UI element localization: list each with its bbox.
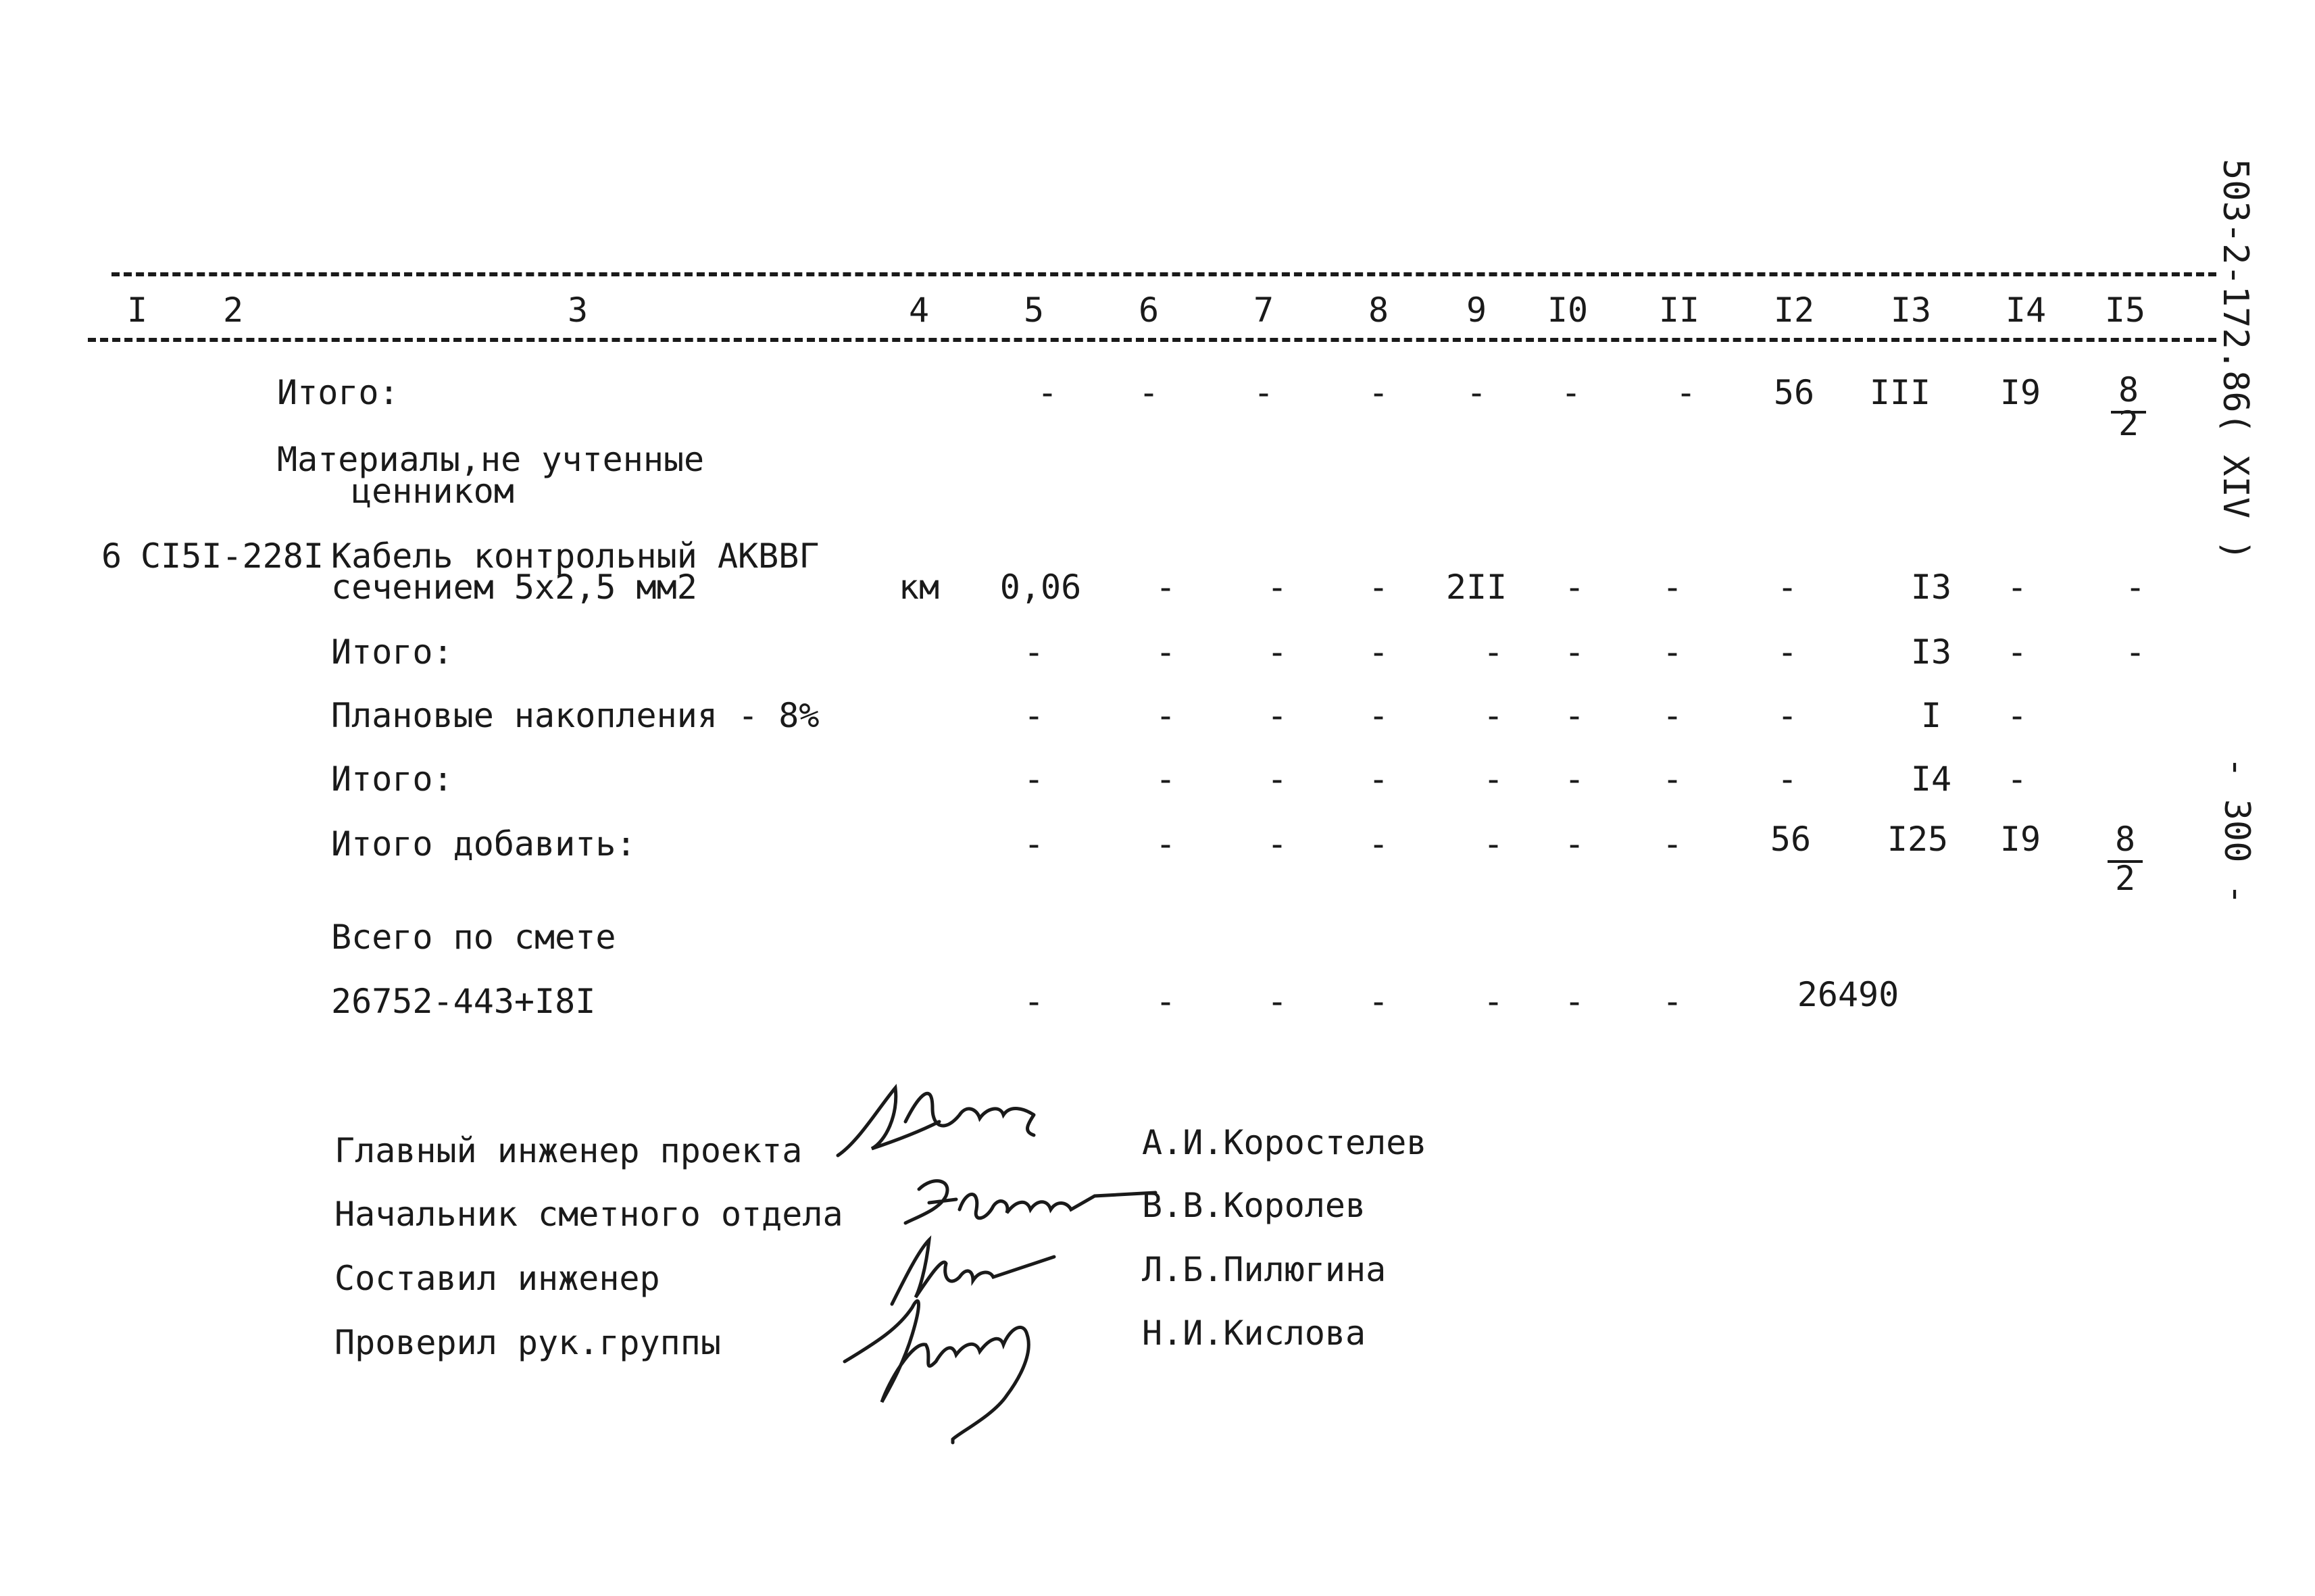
cell-c12: - (1776, 696, 1798, 735)
cell-c14: - (2006, 696, 2028, 735)
col-header-4: 4 (908, 291, 930, 330)
cell-c8: - (1368, 759, 1389, 799)
cell-c13: I25 (1887, 820, 1949, 859)
cell-c15: - (2124, 632, 2146, 672)
handwritten-signature-4 (838, 1280, 1095, 1453)
cell-c10: - (1564, 759, 1585, 799)
cell-c10: - (1564, 982, 1585, 1021)
signature-name: Л.Б.Пилюгина (1142, 1250, 1387, 1289)
page-number: - 300 - (2216, 757, 2257, 905)
row-label: Итого добавить: (331, 824, 637, 864)
cell-c12: - (1776, 568, 1798, 607)
document-code: 503-2-172.86( XIV ) (2215, 159, 2256, 561)
cell-c10: - (1564, 824, 1585, 864)
col-header-2: 2 (222, 291, 244, 330)
cell-c15-fraction (2098, 821, 2152, 897)
signature-name: Н.И.Кислова (1142, 1314, 1366, 1353)
cell-c6: - (1138, 373, 1160, 412)
item-code: СI5I-228I (141, 537, 324, 576)
cell-c8: - (1368, 982, 1389, 1021)
cell-c5: - (1023, 759, 1045, 799)
cell-c7: - (1266, 824, 1288, 864)
col-header-14: I4 (2005, 291, 2047, 330)
cell-c9: - (1483, 982, 1504, 1021)
col-header-1: I (126, 291, 148, 330)
cell-c11: - (1662, 982, 1683, 1021)
cell-c14: - (2006, 759, 2028, 799)
fraction-numerator: 8 (2118, 370, 2139, 409)
cell-c9: 2II (1445, 568, 1508, 607)
cell-c9: - (1483, 632, 1504, 672)
cell-c7: - (1266, 568, 1288, 607)
item-name-line2: сечением 5х2,5 мм2 (331, 568, 697, 607)
cell-c10: - (1560, 373, 1582, 412)
col-header-9: 9 (1466, 291, 1487, 330)
cell-c5: - (1023, 632, 1045, 672)
handwritten-signature-1 (831, 1068, 1101, 1169)
cell-c12: 56 (1773, 373, 1815, 412)
cell-c14: I9 (1999, 820, 2041, 859)
col-header-3: 3 (567, 291, 589, 330)
cell-c10: - (1564, 696, 1585, 735)
cell-c7: - (1266, 759, 1288, 799)
cell-c11: - (1662, 696, 1683, 735)
signature-title: Проверил рук.группы (334, 1323, 721, 1362)
materials-heading-line2: ценником (351, 472, 514, 511)
cell-c5: - (1037, 373, 1058, 412)
cell-c13: I (1920, 696, 1942, 735)
col-header-10: I0 (1547, 291, 1589, 330)
cell-c10: - (1564, 632, 1585, 672)
cell-c6: - (1155, 759, 1176, 799)
col-header-15: I5 (2104, 291, 2146, 330)
cell-c12: 26490 (1797, 975, 1899, 1014)
cell-c9: - (1483, 824, 1504, 864)
item-qty: 0,06 (999, 568, 1082, 607)
cell-c6: - (1155, 982, 1176, 1021)
cell-c14: I9 (1999, 373, 2041, 412)
cell-c5: - (1023, 824, 1045, 864)
cell-c11: - (1662, 759, 1683, 799)
col-header-13: I3 (1890, 291, 1932, 330)
col-header-12: I2 (1773, 291, 1815, 330)
item-number: 6 (101, 537, 122, 576)
cell-c12: - (1776, 632, 1798, 672)
cell-c5: - (1023, 696, 1045, 735)
row-label: Итого: (277, 373, 399, 412)
cell-c12: 56 (1770, 820, 1812, 859)
header-bottom-rule (88, 338, 2216, 342)
estimate-total-formula: 26752-443+I8I (331, 982, 596, 1021)
fraction-numerator: 8 (2114, 820, 2136, 859)
header-top-rule (111, 272, 2216, 276)
cell-c9: - (1466, 373, 1487, 412)
row-label: Итого: (331, 759, 453, 799)
col-header-11: II (1658, 291, 1700, 330)
cell-c8: - (1368, 568, 1389, 607)
cell-c9: - (1483, 696, 1504, 735)
cell-c6: - (1155, 632, 1176, 672)
cell-c14: - (2006, 568, 2028, 607)
col-header-7: 7 (1253, 291, 1274, 330)
cell-c7: - (1266, 696, 1288, 735)
fraction-denominator: 2 (2118, 404, 2139, 443)
cell-c13: I4 (1910, 759, 1952, 799)
fraction-denominator: 2 (2114, 859, 2136, 898)
cell-c12: - (1776, 759, 1798, 799)
cell-c11: - (1675, 373, 1697, 412)
col-header-6: 6 (1138, 291, 1160, 330)
row-label: Итого: (331, 632, 453, 672)
signature-name: В.В.Королев (1142, 1186, 1366, 1225)
col-header-5: 5 (1023, 291, 1045, 330)
cell-c6: - (1155, 824, 1176, 864)
cell-c15-fraction (2101, 372, 2156, 442)
item-unit: км (898, 568, 940, 607)
cell-c10: - (1564, 568, 1585, 607)
signature-title: Начальник сметного отдела (334, 1195, 843, 1234)
cell-c8: - (1368, 373, 1389, 412)
cell-c7: - (1266, 632, 1288, 672)
cell-c11: - (1662, 824, 1683, 864)
cell-c13: I3 (1910, 568, 1952, 607)
cell-c11: - (1662, 632, 1683, 672)
cell-c7: - (1266, 982, 1288, 1021)
cell-c13: III (1869, 373, 1931, 412)
cell-c8: - (1368, 696, 1389, 735)
cell-c7: - (1253, 373, 1274, 412)
cell-c6: - (1155, 696, 1176, 735)
cell-c8: - (1368, 632, 1389, 672)
cell-c8: - (1368, 824, 1389, 864)
cell-c6: - (1155, 568, 1176, 607)
cell-c15: - (2124, 568, 2146, 607)
cell-c13: I3 (1910, 632, 1952, 672)
signature-title: Главный инженер проекта (334, 1131, 803, 1170)
cell-c14: - (2006, 632, 2028, 672)
row-label: Плановые накопления - 8% (331, 696, 820, 735)
materials-heading-line1: Материалы,не учтенные (277, 440, 705, 479)
cell-c11: - (1662, 568, 1683, 607)
item-name-line1: Кабель контрольный АКВВГ (331, 537, 820, 576)
estimate-total-label: Всего по смете (331, 918, 616, 957)
cell-c5: - (1023, 982, 1045, 1021)
signature-title: Составил инженер (334, 1259, 660, 1298)
col-header-8: 8 (1368, 291, 1389, 330)
signature-name: А.И.Коростелев (1142, 1123, 1427, 1162)
cell-c9: - (1483, 759, 1504, 799)
